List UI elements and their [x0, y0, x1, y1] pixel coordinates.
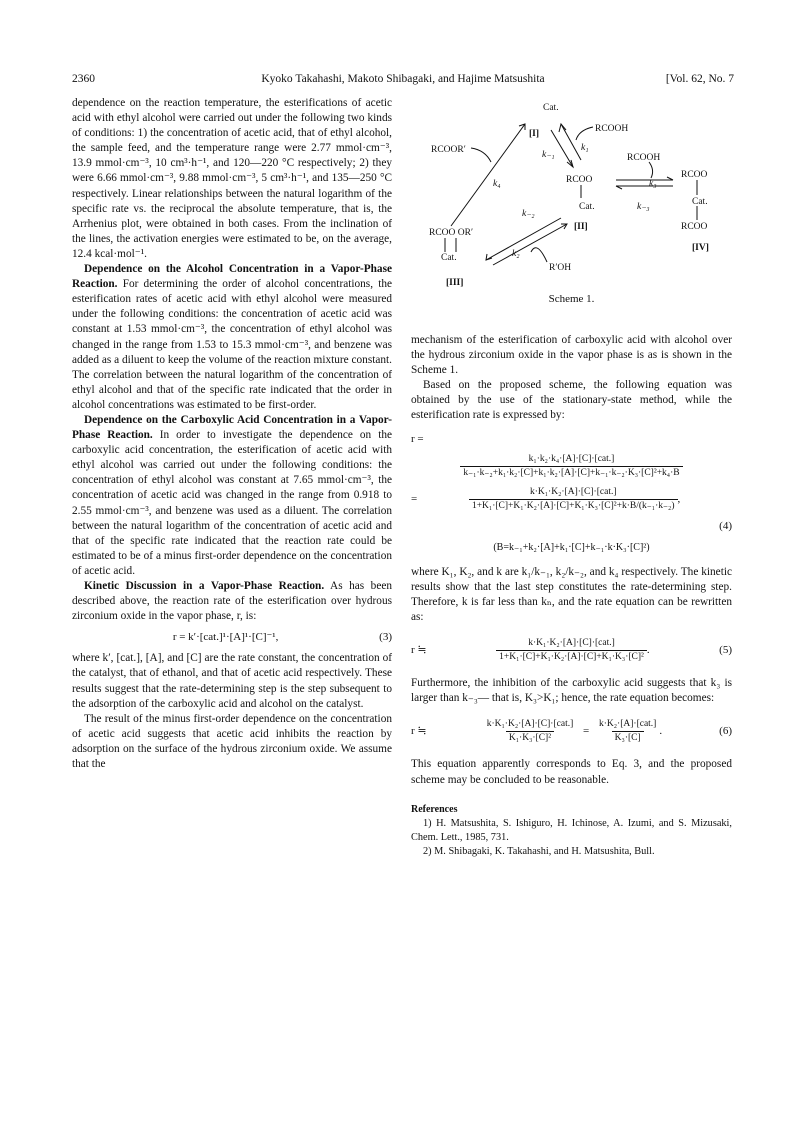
equation-b: (B=k₋₁+k₂·[A]+k₁·[C]+k₋₁·k·K₃·[C]²)	[493, 541, 650, 553]
equation-4a	[411, 453, 732, 480]
numerator: k₁·k₂·k₄·[A]·[C]·[cat.]	[528, 453, 615, 464]
right-column	[411, 333, 732, 859]
paragraph-text: In order to investigate the dependence on the carboxylic acid concentration, the esterification of acetic acid with ethyl alcohol was carried out under the following conditions: the concentration of ethyl alcohol was constant at 7.65 mmol·cm⁻³, the concentration of acetic acid was changed in the range from 0.918 to 2.55 mmol·cm⁻³, and benzene was used as a diluent. The correlation between the natural logarithm of the concentration of acetic acid and that of the specific rate indicated that the reaction rate could be estimated to be of a minus first-order dependence on the concentration of acetic acid.	[72, 429, 393, 577]
scheme-label: Cat.	[692, 197, 708, 207]
paragraph: where K₁, K₂, and k are k₁/k₋₁, k₂/k₋₂, and k₄ respectively. The kinetic results show that the last step constitutes the rate-determining step. Therefore, k is far less than kₙ, and the rate equation can be rewritten as:	[411, 565, 732, 624]
numerator: k·K₁·K₂·[A]·[C]·[cat.]	[486, 719, 574, 730]
paragraph: mechanism of the esterification of carboxylic acid with alcohol over the hydrous zirconium oxide in the vapor phase is as is shown in the Scheme 1.	[411, 334, 732, 377]
volume-info: [Vol. 62, No. 7	[665, 73, 734, 85]
arrow-k2	[493, 224, 567, 265]
fraction	[596, 718, 659, 745]
scheme-label: RCOOH	[627, 153, 661, 163]
scheme-label: [II]	[574, 222, 588, 232]
scheme-label: RCOO	[681, 222, 708, 232]
numerator: k·K₂·[A]·[cat.]	[598, 719, 657, 730]
punctuation: .	[646, 644, 650, 657]
scheme-label: RCOO OR′	[429, 228, 474, 238]
scheme-label: RCOOH	[595, 124, 629, 134]
rate-constant: k₋₂	[522, 209, 535, 219]
curved-arrow	[649, 162, 653, 178]
section-heading: Kinetic Discussion in a Vapor-Phase Reaction.	[84, 580, 325, 592]
page-number: 2360	[72, 73, 95, 85]
section-paragraph	[72, 579, 392, 624]
section-heading: Dependence on the Carboxylic Acid Concentration in a Vapor-Phase Reaction.	[72, 413, 392, 442]
denominator: k₋₁·k₋₂+k₁·k₂·[C]+k₁·k₂·[A]·[C]+k₋₁·k₋₂·K₃·[C]²+k₄·B	[460, 466, 682, 480]
numerator: k·K₁·K₂·[A]·[C]·[cat.]	[529, 486, 617, 497]
arrow-k1	[561, 124, 581, 160]
denominator: K₃·[C]	[612, 731, 644, 745]
rate-constant: k₋₁	[542, 150, 555, 160]
equation-number: (3)	[379, 631, 392, 644]
scheme-label: R′OH	[549, 263, 572, 273]
fraction	[484, 718, 577, 745]
equation-4b	[411, 486, 732, 513]
author-line: Kyoko Takahashi, Makoto Shibagaki, and Hajime Matsushita	[261, 73, 545, 85]
paragraph-text: For determining the order of alcohol concentrations, the esterification rates of acetic acid with ethyl alcohol were measured under the following conditions: the concentration of acetic acid was constant at 1.53 mmol·cm⁻³, the concentration of ethyl alcohol was changed in the range from 1.53 to 15.3 mmol·cm⁻³, and benzene was added as a diluent to keep the volume of the reaction mixture constant. The correlation between the natural logarithm of the concentration of ethyl alcohol and that of the specific rate indicated that the order in alcohol concentrations was estimated to be first-order.	[72, 278, 392, 411]
reference-item: 1) H. Matsushita, S. Ishiguro, H. Ichinose, A. Izumi, and S. Mizusaki, Chem. Lett., 1985, 731.	[411, 817, 732, 843]
rate-constant: k₂	[512, 249, 520, 259]
numerator: k·K₁·K₂·[A]·[C]·[cat.]	[528, 638, 615, 649]
section-heading: Dependence on the Alcohol Concentration in a Vapor-Phase Reaction.	[72, 263, 392, 291]
rate-constant: k₄	[493, 179, 501, 189]
rate-constant: k₃	[649, 179, 657, 189]
curved-arrow	[471, 148, 491, 162]
scheme-caption: Scheme 1.	[548, 293, 595, 305]
equation-body	[427, 718, 720, 745]
equation-body: r = k′·[cat.]¹·[A]¹·[C]⁻¹,	[172, 631, 279, 644]
scheme-label: [III]	[446, 278, 464, 288]
section-paragraph	[72, 413, 392, 579]
rate-constant: k₋₃	[637, 202, 650, 212]
scheme-label: Cat.	[441, 253, 457, 263]
references-heading: References	[411, 803, 458, 815]
equation-3	[72, 630, 392, 645]
equals-sign: =	[411, 492, 418, 505]
paragraph: The result of the minus first-order dependence on the concentration of acetic acid suggests that acetic acid inhibits the reaction by adsorption on the surface of the hydrous zirconium oxide. We assume that the	[72, 712, 392, 771]
equation-number: (5)	[719, 644, 732, 657]
fraction	[496, 637, 647, 664]
equation-body	[417, 486, 732, 513]
scheme-label: RCOOR′	[431, 145, 466, 155]
arrow-k4	[451, 124, 525, 226]
scheme-label: RCOO	[681, 170, 708, 180]
curved-arrow	[531, 248, 547, 262]
reaction-scheme	[411, 100, 733, 292]
paragraph: Furthermore, the inhibition of the carboxylic acid suggests that k₃ is larger than k₋₃— that is, K₃>K₁; hence, the rate equation becomes:	[411, 677, 732, 705]
equals-sign: =	[583, 725, 590, 738]
rate-constant: k₁	[581, 143, 589, 153]
equation-number: (4)	[719, 519, 732, 532]
rate-symbol: r =	[411, 432, 424, 445]
paragraph: where k′, [cat.], [A], and [C] are the rate constant, the concentration of the catalyst, that of ethanol, and that of acetic acid respectively. These results suggest that the rate-determining step is the step subsequent to the adsorption of the carboxylic acid and alcohol on the catalyst.	[72, 652, 392, 710]
section-paragraph	[72, 262, 392, 413]
scheme-label: RCOO	[566, 175, 593, 185]
scheme-label: [I]	[529, 129, 540, 139]
paragraph: dependence on the reaction temperature, the esterifications of acetic acid with ethyl alcohol were carried out under the following two kinds of conditions: 1) the concentration of acetic acid, that of ethyl alcohol, the sample feed, and the temperature range were 2.77 mmol·cm⁻³, 13.9 mmol·cm⁻³, 10 cm³·h⁻¹, and 120—220 °C respectively; 2) they were 6.66 mmol·cm⁻³, 9.88 mmol·cm⁻³, 5 cm³·h⁻¹, and 135—250 °C respectively. Linear relationships between the natural logarithm of the specific rate vs. the reciprocal the absolute temperature, that is, the Arrhenius plot, were obtained in both cases. From the inclination of the lines, the activation energies were estimated to be, on the average, 12.4 kcal·mol⁻¹.	[72, 97, 392, 260]
fraction	[460, 453, 682, 480]
fraction	[469, 486, 678, 513]
running-header	[72, 73, 734, 89]
left-column	[72, 96, 392, 772]
paragraph-text: As has been described above, the reaction rate of the esterification over hydrous zirconium oxide in the vapor phase, r, is:	[72, 580, 392, 623]
denominator: 1+K₁·[C]+K₁·K₂·[A]·[C]+K₁·K₃·[C]²+k·B/(k₋₁·k₋₂)	[469, 499, 678, 513]
scheme-label: [IV]	[692, 243, 709, 253]
equation-6	[411, 718, 732, 745]
equation-5	[411, 637, 732, 664]
approx-symbol: r ≒	[411, 644, 427, 657]
arrow-k-2	[486, 218, 561, 260]
scheme-bonds	[445, 124, 697, 265]
paragraph: Based on the proposed scheme, the following equation was obtained by the use of the stationary-state method, while the esterification rate is expressed by:	[411, 379, 732, 422]
reference-item: 2) M. Shibagaki, K. Takahashi, and H. Matsushita, Bull.	[423, 845, 655, 857]
equation-body	[427, 637, 720, 664]
scheme-label: Cat.	[543, 103, 559, 113]
paragraph: This equation apparently corresponds to Eq. 3, and the proposed scheme may be concluded to be reasonable.	[411, 758, 732, 786]
scheme-label: Cat.	[579, 202, 595, 212]
equation-number: (6)	[719, 725, 732, 738]
punctuation: ,	[677, 492, 681, 505]
punctuation: .	[659, 725, 663, 738]
approx-symbol: r ≒	[411, 725, 427, 738]
curved-arrow	[576, 127, 593, 140]
denominator: 1+K₁·[C]+K₁·K₂·[A]·[C]+K₁·K₃·[C]²	[496, 650, 647, 664]
denominator: K₁·K₃·[C]²	[506, 731, 554, 745]
arrow-k-1	[551, 130, 573, 167]
